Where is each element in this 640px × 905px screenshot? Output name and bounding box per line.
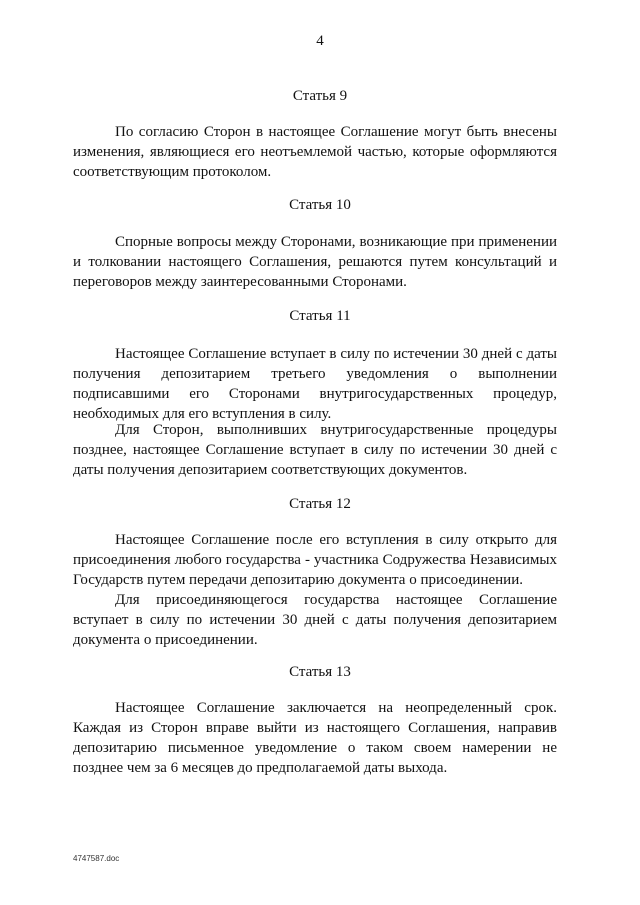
article-12-heading: Статья 12 [289,496,351,512]
article-12-paragraph-1: Настоящее Соглашение после его вступления в силу открыто для присоединения любого государства - участника Содружества Независимых Государств путем передачи депозитарию документа о присоединении. [73,532,557,588]
footer-file-name: 4747587.doc [73,854,120,863]
article-13-paragraph-1: Настоящее Соглашение заключается на неопределенный срок. Каждая из Сторон вправе выйти из настоящего Соглашения, направив депозитарию письменное уведомление о таком своем намерении не позднее чем за 6 месяцев до предполагаемой даты выхода. [73,700,557,776]
article-12-paragraph-2: Для присоединяющегося государства настоящее Соглашение вступает в силу по истечении 30 дней с даты получения депозитарием документа о присоединении. [73,592,557,648]
article-9-paragraph-1: По согласию Сторон в настоящее Соглашение могут быть внесены изменения, являющиеся его неотъемлемой частью, которые оформляются соответствующим протоколом. [73,124,557,180]
article-11-paragraph-2: Для Сторон, выполнивших внутригосударственные процедуры позднее, настоящее Соглашение вступает в силу по истечении 30 дней с даты получения депозитарием соответствующих документов. [73,422,557,478]
article-9-heading: Статья 9 [292,88,348,104]
article-10-paragraph-1: Спорные вопросы между Сторонами, возникающие при применении и толковании настоящего Соглашения, решаются путем консультаций и переговоров между заинтересованными Сторонами. [73,234,557,290]
article-11-paragraph-1: Настоящее Соглашение вступает в силу по истечении 30 дней с даты получения депозитарием третьего уведомления о выполнении подписавшими его Сторонами внутригосударственных процедур, необходимых для его вступления в силу. [73,346,557,422]
page-number: 4 [316,33,324,49]
article-11-heading: Статья 11 [289,308,351,324]
article-10-heading: Статья 10 [289,197,351,213]
article-13-heading: Статья 13 [289,664,351,680]
